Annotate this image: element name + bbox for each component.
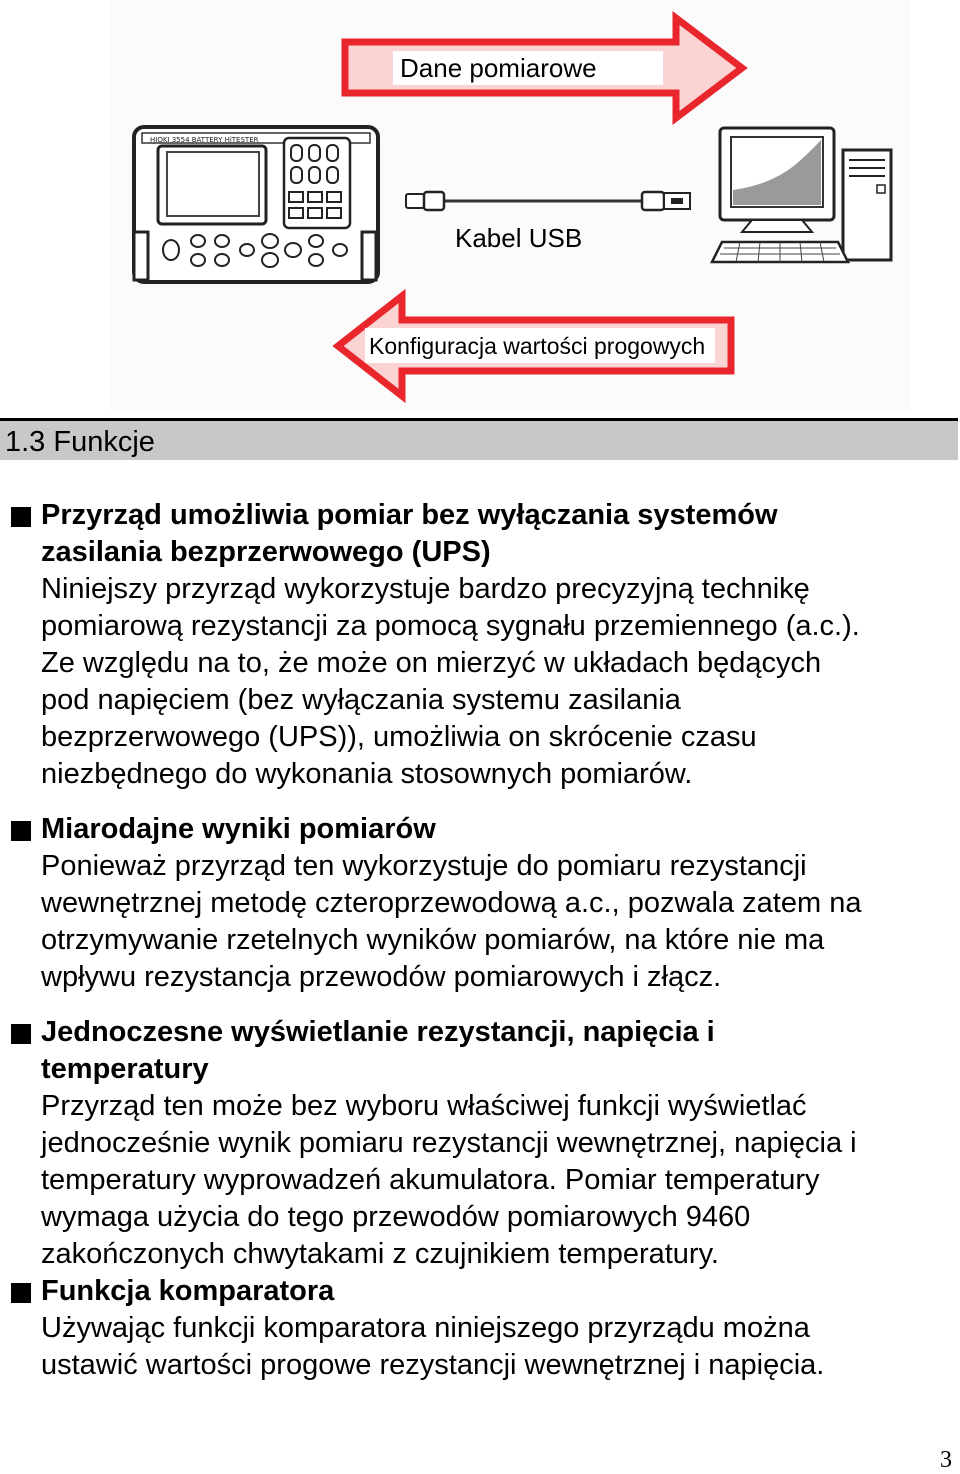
item-body (41, 571, 956, 793)
item-body (41, 1310, 956, 1384)
body-line: Przyrząd ten może bez wyboru właściwej funkcji wyświetlać (41, 1090, 807, 1122)
section-title: 1.3 Funkcje (5, 426, 155, 458)
bullet-square (11, 1024, 31, 1044)
item-heading (41, 1273, 334, 1310)
item-heading-line: temperatury (41, 1053, 209, 1085)
cable-label: Kabel USB (455, 223, 583, 253)
body-line: Używając funkcji komparatora niniejszego przyrządu można (41, 1312, 810, 1344)
page-number: 3 (940, 1447, 952, 1473)
body-line: zakończonych chwytakami z czujnikiem temperatury. (41, 1238, 719, 1270)
body-line: wewnętrznej metodę czteroprzewodową a.c., pozwala zatem na (41, 887, 862, 919)
bullet-square (11, 507, 31, 527)
device-label: HIOKI 3554 BATTERY HiTESTER (150, 136, 259, 144)
body-line: wpływu rezystancja przewodów pomiarowych i złącz. (41, 961, 722, 993)
item-body (41, 848, 956, 996)
item-heading (41, 1014, 715, 1088)
item-heading (41, 497, 778, 571)
body-line: ustawić wartości progowe rezystancji wewnętrznej i napięcia. (41, 1349, 825, 1381)
body-line: niezbędnego do wykonania stosownych pomiarów. (41, 758, 693, 790)
body-line: Ze względu na to, że może on mierzyć w układach będących (41, 647, 822, 679)
body-line: Niniejszy przyrząd wykorzystuje bardzo precyzyjną technikę (41, 573, 810, 605)
item-heading-line: Funkcja komparatora (41, 1275, 335, 1307)
body-line: pod napięciem (bez wyłączania systemu zasilania (41, 684, 681, 716)
item-body (41, 1088, 956, 1273)
bullet-square (11, 1283, 31, 1303)
body-line: wymaga użycia do tego przewodów pomiarowych 9460 (41, 1201, 751, 1233)
body-line: otrzymywanie rzetelnych wyników pomiarów, na które nie ma (41, 924, 825, 956)
item-heading-line: Jednoczesne wyświetlanie rezystancji, napięcia i (41, 1016, 715, 1048)
body-line: pomiarową rezystancji za pomocą sygnału przemiennego (a.c.). (41, 610, 860, 642)
body-line: jednocześnie wynik pomiaru rezystancji wewnętrznej, napięcia i (41, 1127, 857, 1159)
top-arrow-label: Dane pomiarowe (400, 53, 597, 83)
body-line: temperatury wyprowadzeń akumulatora. Pomiar temperatury (41, 1164, 820, 1196)
battery-tester-device (134, 127, 378, 282)
item-heading-line: Przyrząd umożliwia pomiar bez wyłączania systemów (41, 499, 778, 531)
item-heading-line: zasilania bezprzerwowego (UPS) (41, 536, 491, 568)
connection-diagram (0, 0, 960, 410)
body-line: bezprzerwowego (UPS)), umożliwia on skrócenie czasu (41, 721, 757, 753)
item-heading (41, 811, 436, 848)
bullet-square (11, 821, 31, 841)
section-header-bar (0, 418, 958, 460)
bottom-arrow-label: Konfiguracja wartości progowych (369, 333, 706, 359)
item-heading-line: Miarodajne wyniki pomiarów (41, 813, 436, 845)
body-line: Ponieważ przyrząd ten wykorzystuje do pomiaru rezystancji (41, 850, 807, 882)
